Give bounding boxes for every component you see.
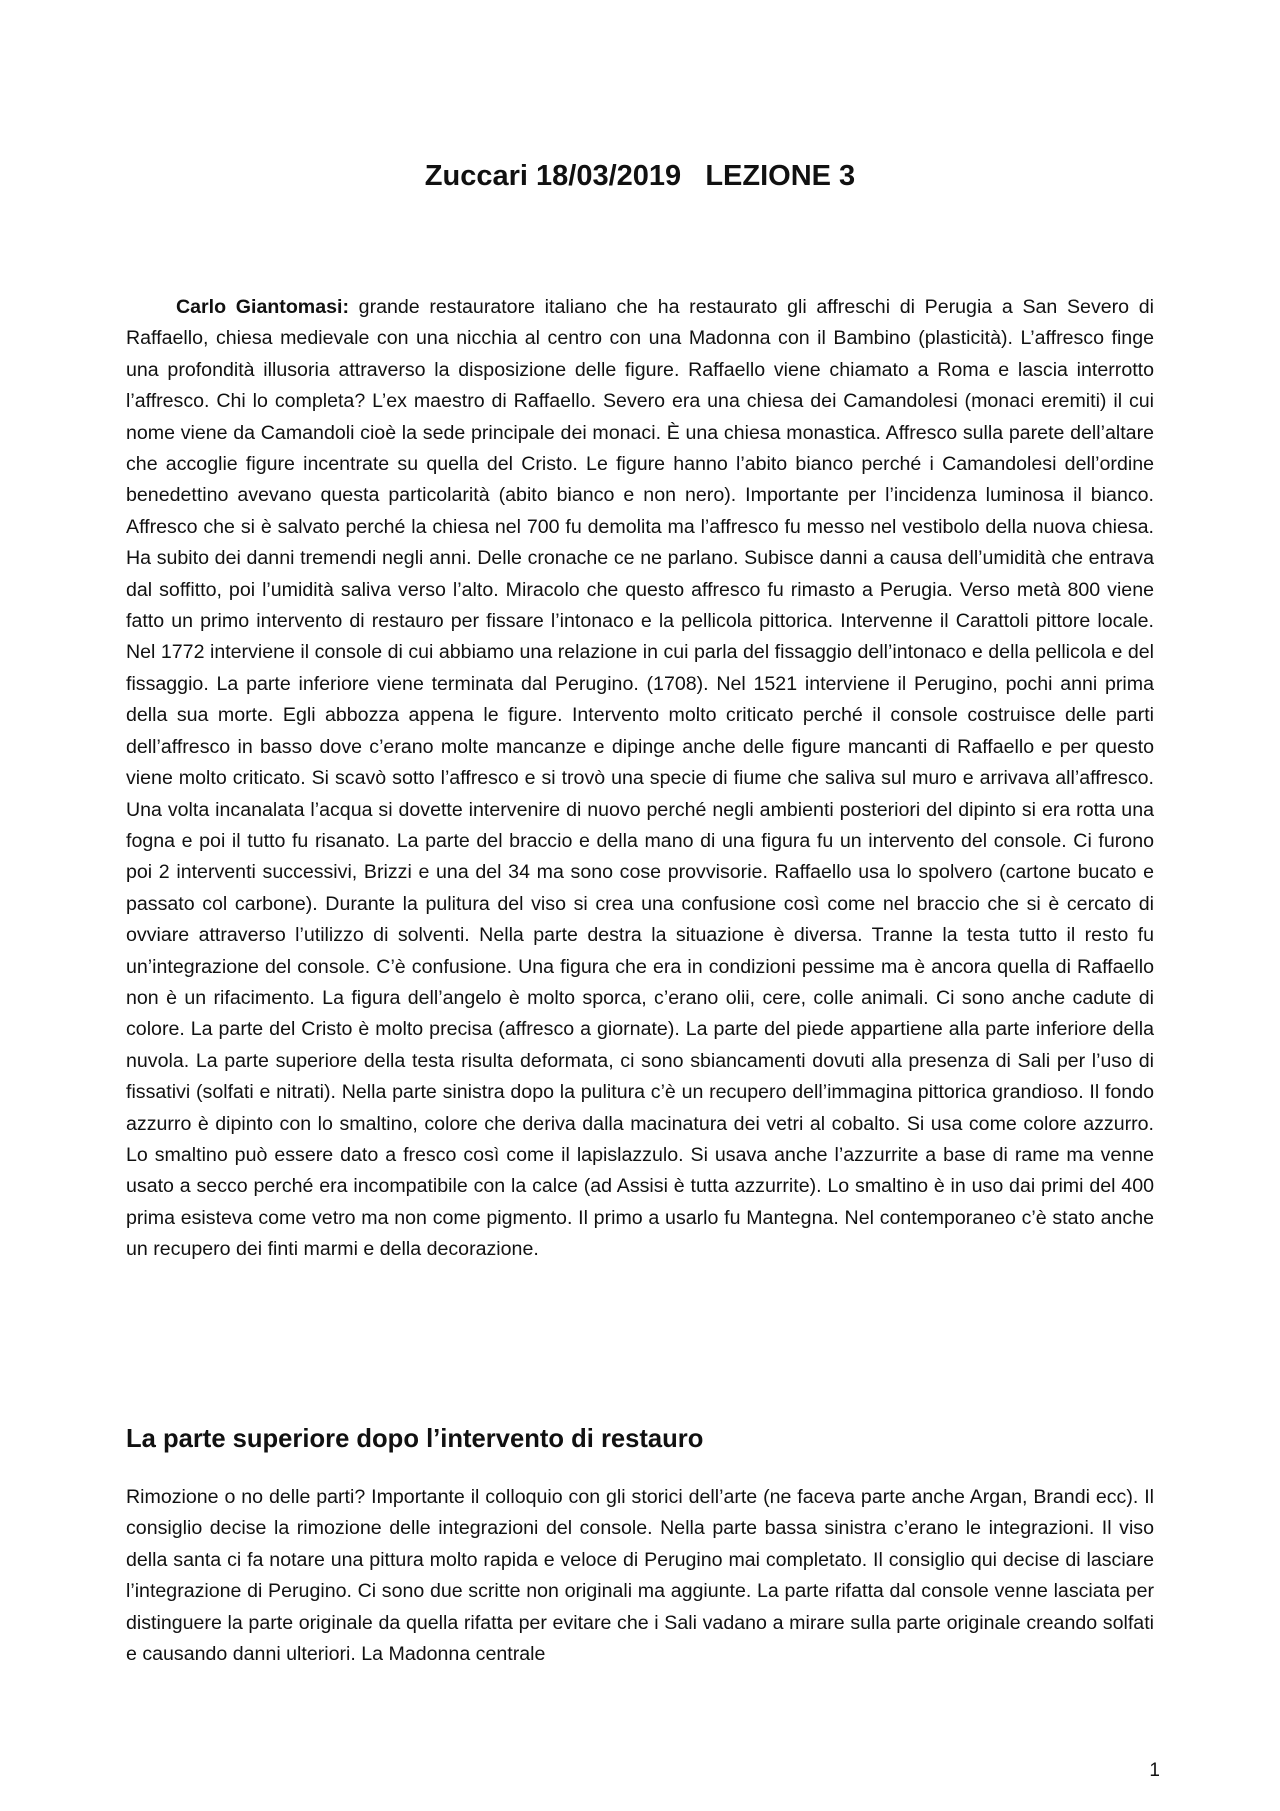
intro-text: grande restauratore italiano che ha restaurato gli affreschi di Perugia a San Severo di Raffaello, chiesa medievale con una nicchia al centro con una Madonna con il Bambino (plasticità). L’affresco finge una profondità illusoria attraverso la disposizione delle figure. Raffaello viene chiamato a Roma e lascia interrotto l’affresco. Chi lo completa? L’ex maestro di Raffaello. Severo era una chiesa dei Camandolesi (monaci eremiti) il cui nome viene da Camandoli cioè la sede principale dei monaci. È una chiesa monastica. Affresco sulla parete dell’altare che accoglie figure incentrate su quella del Cristo. Le figure hanno l’abito bianco perché i Camandolesi dell’ordine benedettino avevano questa particolarità (abito bianco e non nero). Importante per l’incidenza luminosa il bianco. Affresco che si è salvato perché la chiesa nel 700 fu demolita ma l’affresco fu messo nel vestibolo della nuova chiesa. Ha subito dei danni tremendi negli anni. Delle cronache ce ne parlano. Subisce danni a causa dell’umidità che entrava dal soffitto, poi l’umidità saliva verso l’alto. Miracolo che questo affresco fu rimasto a Perugia. Verso metà 800 viene fatto un primo intervento di restauro per fissare l’intonaco e la pellicola pittorica. Intervenne il Carattoli pittore locale. Nel 1772 interviene il console di cui abbiamo una relazione in cui parla del fissaggio dell’intonaco e della pellicola e del fissaggio. La parte inferiore viene terminata dal Perugino. (1708). Nel 1521 interviene il Perugino, pochi anni prima della sua morte. Egli abbozza appena le figure. Intervento molto criticato perché il console costruisce delle parti dell’affresco in basso dove c’erano molte mancanze e dipinge anche delle figure mancanti di Raffaello e per questo viene molto criticato. Si scavò sotto l’affresco e si trovò una specie di fiume che saliva sul muro e arrivava all’affresco. Una volta incanalata l’acqua si dovette intervenire di nuovo perché negli ambienti posteriori del dipinto si era rotta una fogna e poi il tutto fu risanato. La parte del braccio e della mano di una figura fu un intervento del console. Ci furono poi 2 interventi successivi, Brizzi e una del 34 ma sono cose provvisorie. Raffaello usa lo spolvero (cartone bucato e passato col carbone). Durante la pulitura del viso si crea una confusione così come nel braccio che si è cercato di ovviare attraverso l’utilizzo di solventi. Nella parte destra la situazione è diversa. Tranne la testa tutto il resto fu un’integrazione del console. C’è confusione. Una figura che era in condizioni pessime ma è ancora quella di Raffaello non è un rifacimento. La figura dell’angelo è molto sporca, c’erano olii, cere, colle animali. Ci sono anche cadute di colore. La parte del Cristo è molto precisa (affresco a giornate). La parte del piede appartiene alla parte inferiore della nuvola. La parte superiore della testa risulta deformata, ci sono sbiancamenti dovuti alla presenza di Sali per l’uso di fissativi (solfati e nitrati). Nella parte sinistra dopo la pulitura c’è un recupero dell’immagina pittorica grandioso. Il fondo azzurro è dipinto con lo smaltino, colore che deriva dalla macinatura dei vetri al cobalto. Si usa come colore azzurro. Lo smaltino può essere dato a fresco così come il lapislazzulo. Si usava anche l’azzurrite a base di rame ma venne usato a secco perché era incompatibile con la calce (ad Assisi è tutta azzurrite). Lo smaltino è in uso dai primi del 400 prima esisteva come vetro ma non come pigmento. Il primo a usarlo fu Mantegna. Nel contemporaneo c’è stato anche un recupero dei finti marmi e della decorazione. xyxy=(126,296,1154,1261)
section-paragraph: Rimozione o no delle parti? Importante il colloquio con gli storici dell’arte (ne faceva parte anche Argan, Brandi ecc). Il consiglio decise la rimozione delle integrazioni del console. Nella parte bassa sinistra c’erano le integrazioni. Il viso della santa ci fa notare una pittura molto rapida e veloce di Perugino mai completato. Il consiglio qui decise di lasciare l’integrazione di Perugino. Ci sono due scritte non originali ma aggiunte. La parte rifatta dal console venne lasciata per distinguere la parte originale da quella rifatta per evitare che i Sali vadano a mirare sulla parte originale creando solfati e causando danni ulteriori. La Madonna centrale xyxy=(126,1486,1154,1666)
section-heading: La parte superiore dopo l’intervento di restauro xyxy=(126,1425,704,1453)
intro-paragraph xyxy=(126,292,1154,1266)
intro-lead: Carlo Giantomasi: xyxy=(176,296,349,318)
page-number: 1 xyxy=(1149,1760,1160,1781)
page-title: Zuccari 18/03/2019 LEZIONE 3 xyxy=(424,160,856,192)
